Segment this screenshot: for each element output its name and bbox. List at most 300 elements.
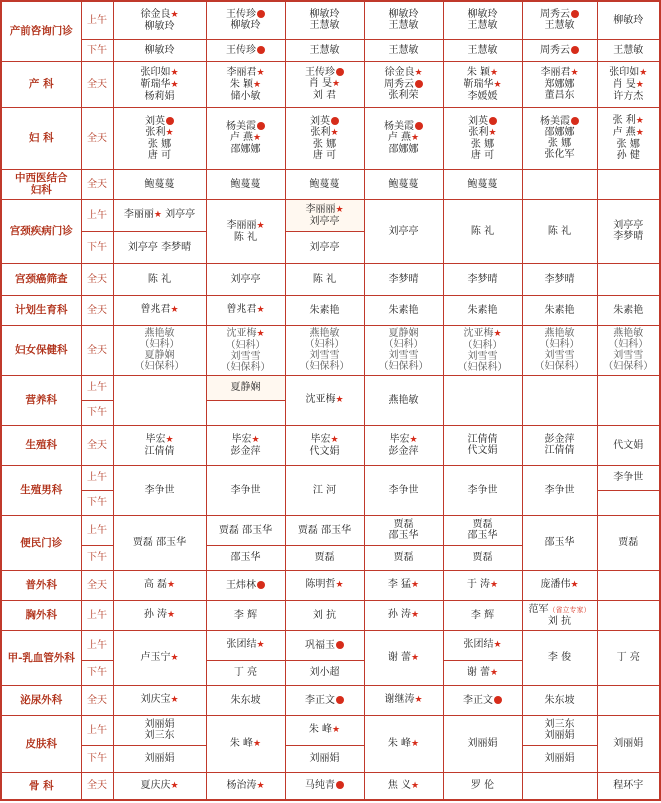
cell-line: 王慧敏 (467, 20, 498, 32)
schedule-cell (206, 515, 285, 545)
schedule-cell (364, 630, 443, 685)
cell-line: 王慧敏 (388, 44, 419, 56)
schedule-cell (597, 1, 660, 39)
star-icon: ★ (170, 695, 179, 705)
star-icon: ★ (256, 780, 265, 791)
department-label (1, 295, 81, 325)
schedule-cell (364, 263, 443, 295)
schedule-cell (285, 545, 364, 570)
cell-line: 下午 (87, 407, 107, 418)
star-icon: ★ (256, 67, 265, 78)
star-icon: ★ (335, 204, 344, 215)
schedule-cell (285, 660, 364, 685)
dot-icon (489, 117, 497, 125)
star-icon: ★ (570, 68, 579, 78)
cell-line: 李媛媛 (467, 90, 498, 102)
schedule-cell (443, 685, 522, 715)
star-icon: ★ (493, 640, 502, 650)
schedule-cell (113, 61, 206, 107)
cell-line: 李丽君★ (540, 67, 579, 78)
department-label (1, 600, 81, 630)
cell-line: 朱素艳 (544, 304, 575, 316)
cell-line: 李丽君★ (226, 66, 265, 78)
cell-line: 李梦晴 (388, 273, 419, 285)
session-label (81, 515, 113, 545)
schedule-cell (113, 263, 206, 295)
cell-line: 骨 科 (28, 779, 54, 792)
schedule-cell (206, 600, 285, 630)
cell-line: （妇科） (608, 339, 649, 350)
cell-line: 沈亚梅★ (463, 327, 502, 339)
cell-line: 陈 礼 (147, 273, 172, 285)
schedule-cell (443, 375, 522, 425)
cell-line: 周秀云 (523, 9, 597, 20)
cell-line: 张利★ (468, 126, 497, 138)
cell-line: 李梦晴 (544, 273, 575, 285)
table-row (1, 630, 660, 660)
schedule-cell (285, 231, 364, 263)
session-label (81, 630, 113, 660)
schedule-cell (522, 715, 597, 745)
session-label (81, 199, 113, 231)
cell-line: 杨美霞 (523, 116, 597, 127)
cell-line: 陈 礼 (312, 273, 337, 285)
dot-icon (336, 781, 344, 789)
star-icon: ★ (332, 79, 341, 89)
cell-line: （妇保科） (378, 361, 429, 372)
schedule-cell (113, 772, 206, 800)
schedule-cell (597, 570, 660, 600)
cell-line: 彭金萍 (388, 445, 419, 457)
star-icon: ★ (493, 79, 502, 90)
cell-line: 下午 (87, 241, 107, 253)
schedule-cell (522, 169, 597, 199)
cell-line: 刘亭亭 (309, 241, 340, 253)
cell-line: 杨治涛★ (226, 779, 265, 791)
schedule-cell (443, 545, 522, 570)
cell-line: 营养科 (25, 394, 57, 406)
cell-line: 刘雪雪 (230, 350, 261, 362)
schedule-cell (522, 1, 597, 39)
schedule-cell (206, 375, 285, 400)
cell-line: （妇保科） (534, 361, 585, 372)
star-icon: ★ (414, 68, 423, 78)
schedule-cell (597, 715, 660, 772)
cell-line: 代文娟 (613, 439, 644, 451)
cell-line: 夏静娴 (388, 328, 419, 339)
cell-line: 张印如★ (140, 66, 179, 78)
cell-line: 燕艳敏 (544, 328, 575, 339)
cell-line: 贾磊 (314, 552, 335, 563)
cell-line: 邵玉华 (467, 530, 498, 541)
star-icon: ★ (639, 67, 648, 78)
cell-line: 上午 (87, 524, 107, 536)
cell-line: 周秀云 (523, 45, 597, 56)
cell-line: 刘庆宝★ (140, 694, 179, 705)
schedule-cell (206, 39, 285, 61)
schedule-cell (113, 715, 206, 745)
cell-line: 刘亭亭 李梦晴 (127, 241, 192, 253)
cell-line: 妇科 (30, 184, 52, 196)
department-label (1, 263, 81, 295)
cell-line: 王慧敏 (544, 20, 575, 32)
cell-line: 燕艳敏 (309, 328, 340, 339)
table-row (1, 107, 660, 169)
cell-line: 鲍蔓蔓 (309, 178, 340, 190)
cell-line: 贾磊 (618, 537, 639, 548)
schedule-cell (522, 685, 597, 715)
cell-line: 刘雪雪 (388, 350, 419, 361)
schedule-cell (522, 107, 597, 169)
cell-line: 毕宏★ (231, 433, 260, 445)
cell-line: 下午 (87, 497, 107, 508)
session-label (81, 600, 113, 630)
cell-line: 便民门诊 (20, 536, 63, 549)
schedule-cell (597, 61, 660, 107)
schedule-cell (597, 263, 660, 295)
schedule-cell (285, 325, 364, 375)
cell-line: （妇保科） (457, 361, 508, 373)
session-label (81, 425, 113, 465)
schedule-cell (285, 39, 364, 61)
cell-line: 彭金萍 (544, 434, 575, 445)
cell-line: 刘丽娟 (613, 738, 644, 749)
star-icon: ★ (170, 305, 179, 315)
department-label (1, 685, 81, 715)
table-row (1, 375, 660, 400)
schedule-cell (522, 325, 597, 375)
cell-line: （妇科） (139, 339, 180, 350)
cell-line: 柳敏玲 (467, 9, 498, 21)
session-label (81, 545, 113, 570)
department-label (1, 715, 81, 772)
schedule-cell (597, 630, 660, 685)
star-icon: ★ (335, 395, 344, 405)
schedule-cell (522, 515, 597, 570)
cell-line: 上午 (87, 639, 107, 651)
schedule-cell (443, 199, 522, 263)
schedule-cell (443, 660, 522, 685)
star-icon: ★ (167, 610, 176, 620)
table-row (1, 263, 660, 295)
cell-line: 李丽丽★ (226, 219, 265, 231)
cell-line: 刘雪雪 (544, 350, 575, 361)
cell-line: 刘小超 (309, 667, 340, 678)
schedule-cell (285, 772, 364, 800)
cell-line: 胸外科 (25, 609, 57, 621)
cell-line: 贾磊 (393, 552, 414, 563)
cell-line: 王传珍 (207, 45, 285, 56)
schedule-cell (443, 1, 522, 39)
cell-line: 毕宏★ (145, 433, 174, 445)
department-label (1, 425, 81, 465)
cell-line: 贾磊 (472, 519, 493, 530)
session-label (81, 400, 113, 425)
schedule-cell (443, 570, 522, 600)
table-row (1, 295, 660, 325)
schedule-cell (364, 715, 443, 772)
schedule-cell (597, 325, 660, 375)
schedule-cell (597, 425, 660, 465)
star-icon: ★ (490, 580, 499, 590)
schedule-cell (364, 685, 443, 715)
cell-line: 柳敏玲 (144, 44, 175, 56)
star-icon: ★ (335, 580, 344, 590)
schedule-cell (206, 295, 285, 325)
schedule-cell (206, 772, 285, 800)
cell-line: 许方杰 (613, 90, 644, 102)
schedule-cell (443, 425, 522, 465)
department-label (1, 570, 81, 600)
cell-line: 王传珍 (207, 9, 285, 20)
table-row (1, 715, 660, 745)
cell-line: 王慧敏 (613, 44, 644, 56)
cell-line: 鲍蔓蔓 (467, 178, 498, 190)
star-icon: ★ (256, 328, 265, 339)
star-icon: ★ (153, 210, 162, 220)
cell-line: 沈亚梅★ (305, 394, 344, 405)
session-label (81, 61, 113, 107)
schedule-cell (364, 325, 443, 375)
cell-line: 张 娜 (147, 138, 172, 150)
cell-line: 生殖科 (25, 439, 57, 451)
cell-line: 陈 礼 (470, 225, 495, 237)
cell-line: 贾磊 (393, 519, 414, 530)
cell-line: 普外科 (25, 579, 57, 591)
cell-line: 全天 (87, 178, 107, 190)
schedule-cell (597, 295, 660, 325)
schedule-cell (113, 425, 206, 465)
session-label (81, 465, 113, 490)
schedule-cell (113, 39, 206, 61)
schedule-cell (522, 425, 597, 465)
cell-line: 柳敏玲 (613, 14, 644, 26)
schedule-cell (597, 199, 660, 263)
cell-line: 鲍蔓蔓 (144, 178, 175, 190)
star-icon: ★ (256, 220, 265, 231)
cell-line: 张 娜 (616, 139, 640, 150)
cell-line: （妇保科） (220, 361, 271, 373)
star-icon: ★ (411, 780, 420, 791)
schedule-cell (443, 630, 522, 660)
table-row (1, 685, 660, 715)
schedule-cell (285, 263, 364, 295)
cell-line: 朱 颖★ (466, 66, 499, 78)
session-label (81, 715, 113, 745)
cell-line: 江倩倩 (144, 445, 175, 457)
cell-line: 谢 蕾★ (387, 651, 420, 663)
schedule-cell (364, 600, 443, 630)
cell-line: 柳敏玲 (309, 9, 340, 21)
schedule-cell (206, 199, 285, 263)
star-icon: ★ (170, 67, 179, 78)
schedule-cell (364, 1, 443, 39)
cell-line: 全天 (87, 780, 107, 792)
star-icon: ★ (251, 434, 260, 445)
cell-line: 卢 燕★ (229, 132, 262, 143)
cell-line: 鲍蔓蔓 (230, 178, 261, 190)
cell-line: 江倩倩 (467, 434, 498, 445)
department-label (1, 325, 81, 375)
cell-line: 刘丽娟 (144, 719, 175, 730)
cell-line: 刘英 (444, 116, 522, 127)
schedule-cell (285, 61, 364, 107)
star-icon: ★ (253, 79, 262, 90)
cell-line: 生殖男科 (20, 484, 63, 496)
table-row (1, 425, 660, 465)
session-label (81, 263, 113, 295)
star-icon: ★ (256, 640, 265, 650)
cell-line: 邵玉华 (544, 537, 575, 548)
schedule-cell (113, 630, 206, 685)
star-icon: ★ (490, 667, 499, 678)
cell-line: 唐 可 (147, 149, 172, 161)
table-row (1, 772, 660, 800)
schedule-cell (285, 600, 364, 630)
schedule-cell (597, 490, 660, 515)
schedule-cell (285, 715, 364, 745)
cell-line: 孙 涛★ (143, 609, 176, 620)
cell-line: 范军（省立专家） (528, 603, 591, 615)
cell-line: 肖 旻★ (308, 78, 341, 89)
cell-line: 李丽丽★ (305, 203, 344, 215)
cell-line: 燕艳敏 (144, 328, 175, 339)
session-label (81, 169, 113, 199)
star-icon: ★ (411, 738, 420, 749)
cell-line: 朱素艳 (467, 304, 498, 316)
cell-line: 李 俊 (547, 652, 572, 663)
cell-line: 皮肤科 (25, 737, 57, 750)
star-icon: ★ (167, 580, 176, 590)
cell-line: 郑娜娜 (544, 79, 575, 90)
cell-line: 朱素艳 (613, 304, 644, 316)
schedule-cell (597, 685, 660, 715)
schedule-cell (443, 465, 522, 515)
schedule-cell (364, 545, 443, 570)
schedule-cell (522, 745, 597, 772)
dot-icon (257, 46, 265, 54)
cell-line: 妇 科 (28, 132, 54, 144)
star-icon: ★ (635, 128, 644, 138)
cell-line: 毕宏★ (310, 433, 339, 445)
cell-line: 马纯青 (286, 780, 364, 791)
cell-line: 贾磊 邵玉华 (218, 524, 273, 536)
cell-line: 谢 蕾★ (466, 666, 499, 678)
schedule-cell (597, 515, 660, 570)
dot-icon (494, 696, 502, 704)
department-label (1, 1, 81, 61)
schedule-cell (443, 107, 522, 169)
schedule-cell (364, 772, 443, 800)
star-icon: ★ (170, 780, 179, 791)
star-icon: ★ (411, 610, 420, 620)
schedule-cell (364, 295, 443, 325)
cell-line: 刘丽娟 (309, 753, 340, 764)
schedule-cell (206, 570, 285, 600)
schedule-cell (285, 630, 364, 660)
cell-line: 程环宇 (613, 780, 644, 792)
cell-line: 朱素艳 (388, 304, 419, 316)
cell-line: 江倩倩 (544, 445, 575, 456)
session-label (81, 295, 113, 325)
cell-line: 张利荣 (388, 90, 419, 101)
cell-line: 于 涛★ (466, 579, 499, 590)
table-row (1, 600, 660, 630)
cell-line: 朱 峰★ (387, 737, 420, 749)
cell-line: 刘丽娟 (467, 738, 498, 749)
cell-line: 刘亭亭 (230, 273, 261, 285)
schedule-cell (206, 715, 285, 772)
cell-line: 卢 燕★ (387, 132, 420, 143)
cell-line: 燕艳敏 (613, 328, 644, 339)
cell-line: 全天 (87, 132, 107, 144)
star-icon: ★ (411, 580, 420, 590)
schedule-cell (113, 685, 206, 715)
cell-line: 储小敏 (230, 90, 261, 102)
cell-line: 全天 (87, 694, 107, 706)
cell-line: 高 磊★ (143, 579, 176, 590)
schedule-cell (364, 199, 443, 263)
cell-line: 李正文 (444, 695, 522, 706)
dot-icon (571, 10, 579, 18)
star-icon: ★ (493, 328, 502, 339)
session-label (81, 490, 113, 515)
cell-line: 刘英 (286, 116, 364, 127)
schedule-cell (597, 772, 660, 800)
cell-line: 张 娜 (547, 138, 572, 149)
cell-line: 燕艳敏 (388, 394, 419, 406)
table-row (1, 169, 660, 199)
cell-line: 产 科 (28, 78, 54, 90)
schedule-cell (522, 375, 597, 425)
cell-line: 杨美霞 (365, 121, 443, 132)
schedule-cell (597, 39, 660, 61)
cell-line: 肖 旻★ (612, 78, 644, 90)
cell-line: （妇科） (225, 339, 266, 351)
schedule-cell (522, 570, 597, 600)
cell-line: 董昌东 (544, 90, 575, 101)
cell-line: 刘亭亭 (388, 225, 419, 237)
cell-line: 刘亭亭 (613, 220, 644, 231)
schedule-cell (285, 685, 364, 715)
cell-line: （妇科） (539, 339, 580, 350)
cell-line: 杨美霞 (207, 121, 285, 132)
cell-line: 泌尿外科 (20, 694, 63, 706)
cell-line: 卢 燕★ (612, 127, 644, 138)
cell-line: 贾磊 (472, 552, 493, 563)
cell-line: 张 利★ (612, 115, 644, 126)
cell-line: （妇保科） (134, 361, 185, 372)
cell-line: 江 河 (312, 484, 337, 496)
cell-line: 毕宏★ (389, 433, 418, 445)
cell-line: 张 娜 (470, 138, 495, 150)
cell-line: 下午 (87, 44, 107, 56)
cell-line: 中西医结合 (15, 172, 68, 184)
dot-icon (571, 117, 579, 125)
schedule-cell (597, 169, 660, 199)
cell-line: 孙 涛★ (387, 609, 420, 620)
cell-line: 徐金良★ (140, 8, 179, 20)
schedule-cell (206, 400, 285, 425)
cell-line: 朱东坡 (230, 694, 261, 706)
session-label (81, 375, 113, 400)
cell-line: 刘雪雪 (309, 350, 340, 361)
dot-icon (336, 641, 344, 649)
cell-line: 朱东坡 (544, 694, 575, 706)
schedule-cell (206, 660, 285, 685)
cell-line: 曾兆君★ (140, 304, 179, 315)
cell-line: 宫颈疾病门诊 (9, 225, 73, 237)
